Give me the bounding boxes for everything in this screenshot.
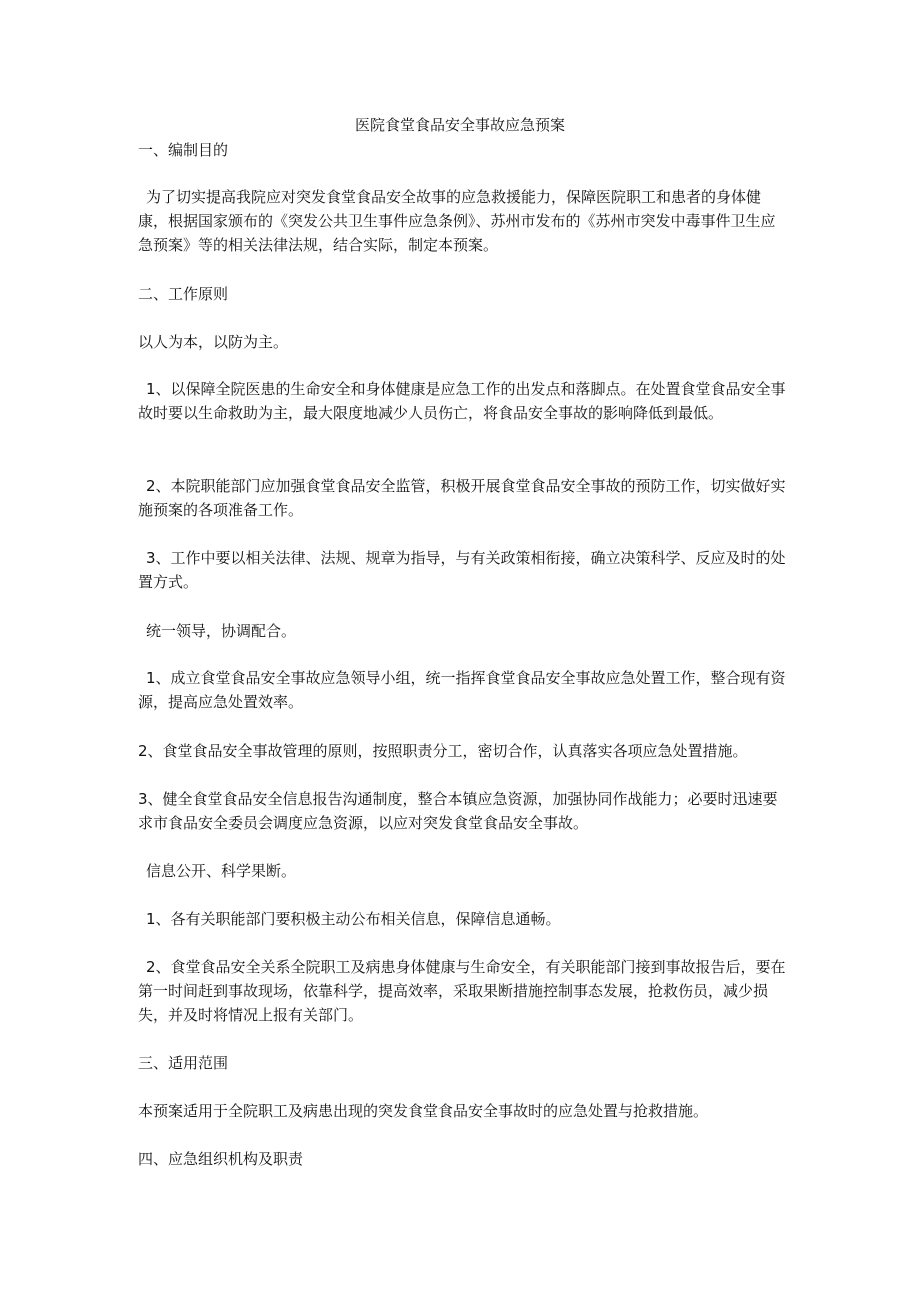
section-heading-principles: 二、工作原则 [138, 285, 229, 303]
principle-unified-leadership: 统一领导，协调配合。 [146, 622, 297, 640]
section-heading-organization: 四、应急组织机构及职责 [138, 1150, 304, 1168]
leadership-item-2: 2、食堂食品安全事故管理的原则，按照职责分工，密切合作，认真落实各项应急处置措施。 [138, 742, 748, 760]
principle-item-2: 2、本院职能部门应加强食堂食品安全监管，积极开展食堂食品安全事故的预防工作，切实做好实施预案的各项准备工作。 [138, 477, 786, 519]
paragraph-purpose: 为了切实提高我院应对突发食堂食品安全故事的应急救援能力，保障医院职工和患者的身体健康，根据国家颁布的《突发公共卫生事件应急条例》、苏州市发布的《苏州市突发中毒事件卫生应急预案》等的相关法律法规，结合实际，制定本预案。 [138, 188, 776, 254]
document-title: 医院食堂食品安全事故应急预案 [354, 116, 565, 134]
info-item-1: 1、各有关职能部门要积极主动公布相关信息，保障信息通畅。 [146, 910, 561, 928]
section-heading-purpose: 一、编制目的 [138, 141, 229, 159]
principle-people-first: 以人为本，以防为主。 [138, 333, 289, 351]
principle-info-public: 信息公开、科学果断。 [146, 862, 297, 880]
leadership-item-3: 3、健全食堂食品安全信息报告沟通制度，整合本镇应急资源，加强协同作战能力；必要时迅速要求市食品安全委员会调度应急资源，以应对突发食堂食品安全事故。 [138, 790, 778, 832]
principle-item-1: 1、以保障全院医患的生命安全和身体健康是应急工作的出发点和落脚点。在处置食堂食品安全事故时要以生命救助为主，最大限度地减少人员伤亡，将食品安全事故的影响降低到最低。 [138, 380, 786, 422]
section-heading-scope: 三、适用范围 [138, 1054, 229, 1072]
leadership-item-1: 1、成立食堂食品安全事故应急领导小组，统一指挥食堂食品安全事故应急处置工作，整合现有资源，提高应急处置效率。 [138, 669, 786, 711]
info-item-2: 2、食堂食品安全关系全院职工及病患身体健康与生命安全，有关职能部门接到事故报告后，要在第一时间赶到事故现场，依靠科学，提高效率，采取果断措施控制事态发展，抢救伤员，减少损失，并及时将情况上报有关部门。 [138, 958, 786, 1024]
paragraph-scope: 本预案适用于全院职工及病患出现的突发食堂食品安全事故时的应急处置与抢救措施。 [138, 1102, 709, 1120]
principle-item-3: 3、工作中要以相关法律、法规、规章为指导，与有关政策相衔接，确立决策科学、反应及时的处置方式。 [138, 549, 786, 591]
